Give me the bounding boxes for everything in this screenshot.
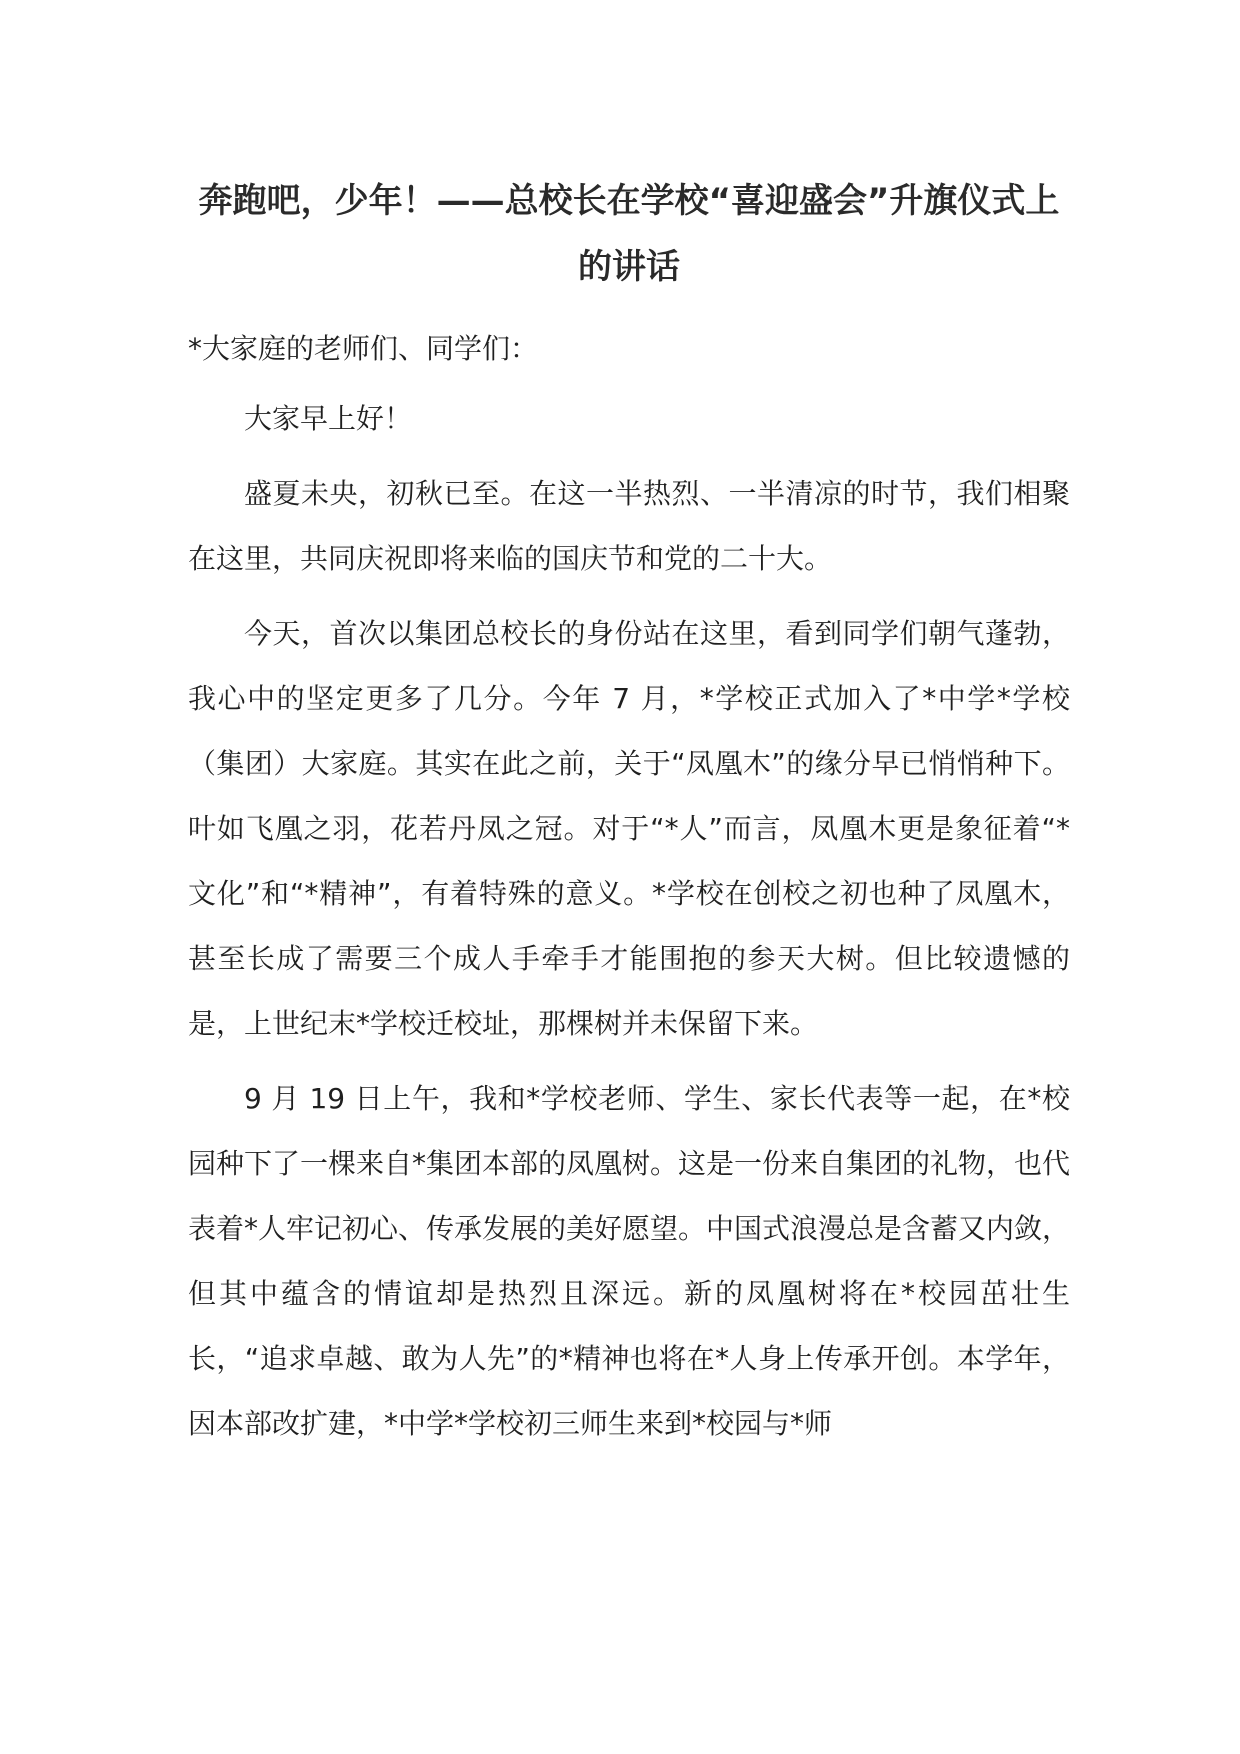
paragraph-season: 盛夏未央，初秋已至。在这一半热烈、一半清凉的时节，我们相聚在这里，共同庆祝即将来临的国庆节和党的二十大。: [188, 477, 1070, 575]
paragraph-greeting: 大家早上好！: [244, 402, 413, 435]
document-page: [188, 168, 1070, 1456]
salutation: *大家庭的老师们、同学们：: [188, 332, 539, 365]
paragraph-tree-planting: 9 月 19 日上午，我和*学校老师、学生、家长代表等一起，在*校园种下了一棵来自*集团本部的凤凰树。这是一份来自集团的礼物，也代表着*人牢记初心、传承发展的美好愿望。中国式浪漫总是含蓄又内敛，但其中蕴含的情谊却是热烈且深远。新的凤凰树将在*校园茁壮生长，“追求卓越、敢为人先”的*精神也将在*人身上传承开创。本学年，因本部改扩建，*中学*学校初三师生来到*校园与*师: [188, 1082, 1071, 1440]
paragraph-phoenix-tree-history: 今天，首次以集团总校长的身份站在这里，看到同学们朝气蓬勃，我心中的坚定更多了几分。今年 7 月，*学校正式加入了*中学*学校（集团）大家庭。其实在此之前，关于“凤凰木”的缘分早已悄悄种下。叶如飞凰之羽，花若丹凤之冠。对于“*人”而言，凤凰木更是象征着“*文化”和“*精神”，有着特殊的意义。*学校在创校之初也种了凤凰木，甚至长成了需要三个成人手牵手才能围抱的参天大树。但比较遗憾的是，上世纪末*学校迁校址，那棵树并未保留下来。: [188, 617, 1070, 1040]
document-title: 奔跑吧，少年！——总校长在学校“喜迎盛会”升旗仪式上的讲话: [198, 181, 1060, 287]
